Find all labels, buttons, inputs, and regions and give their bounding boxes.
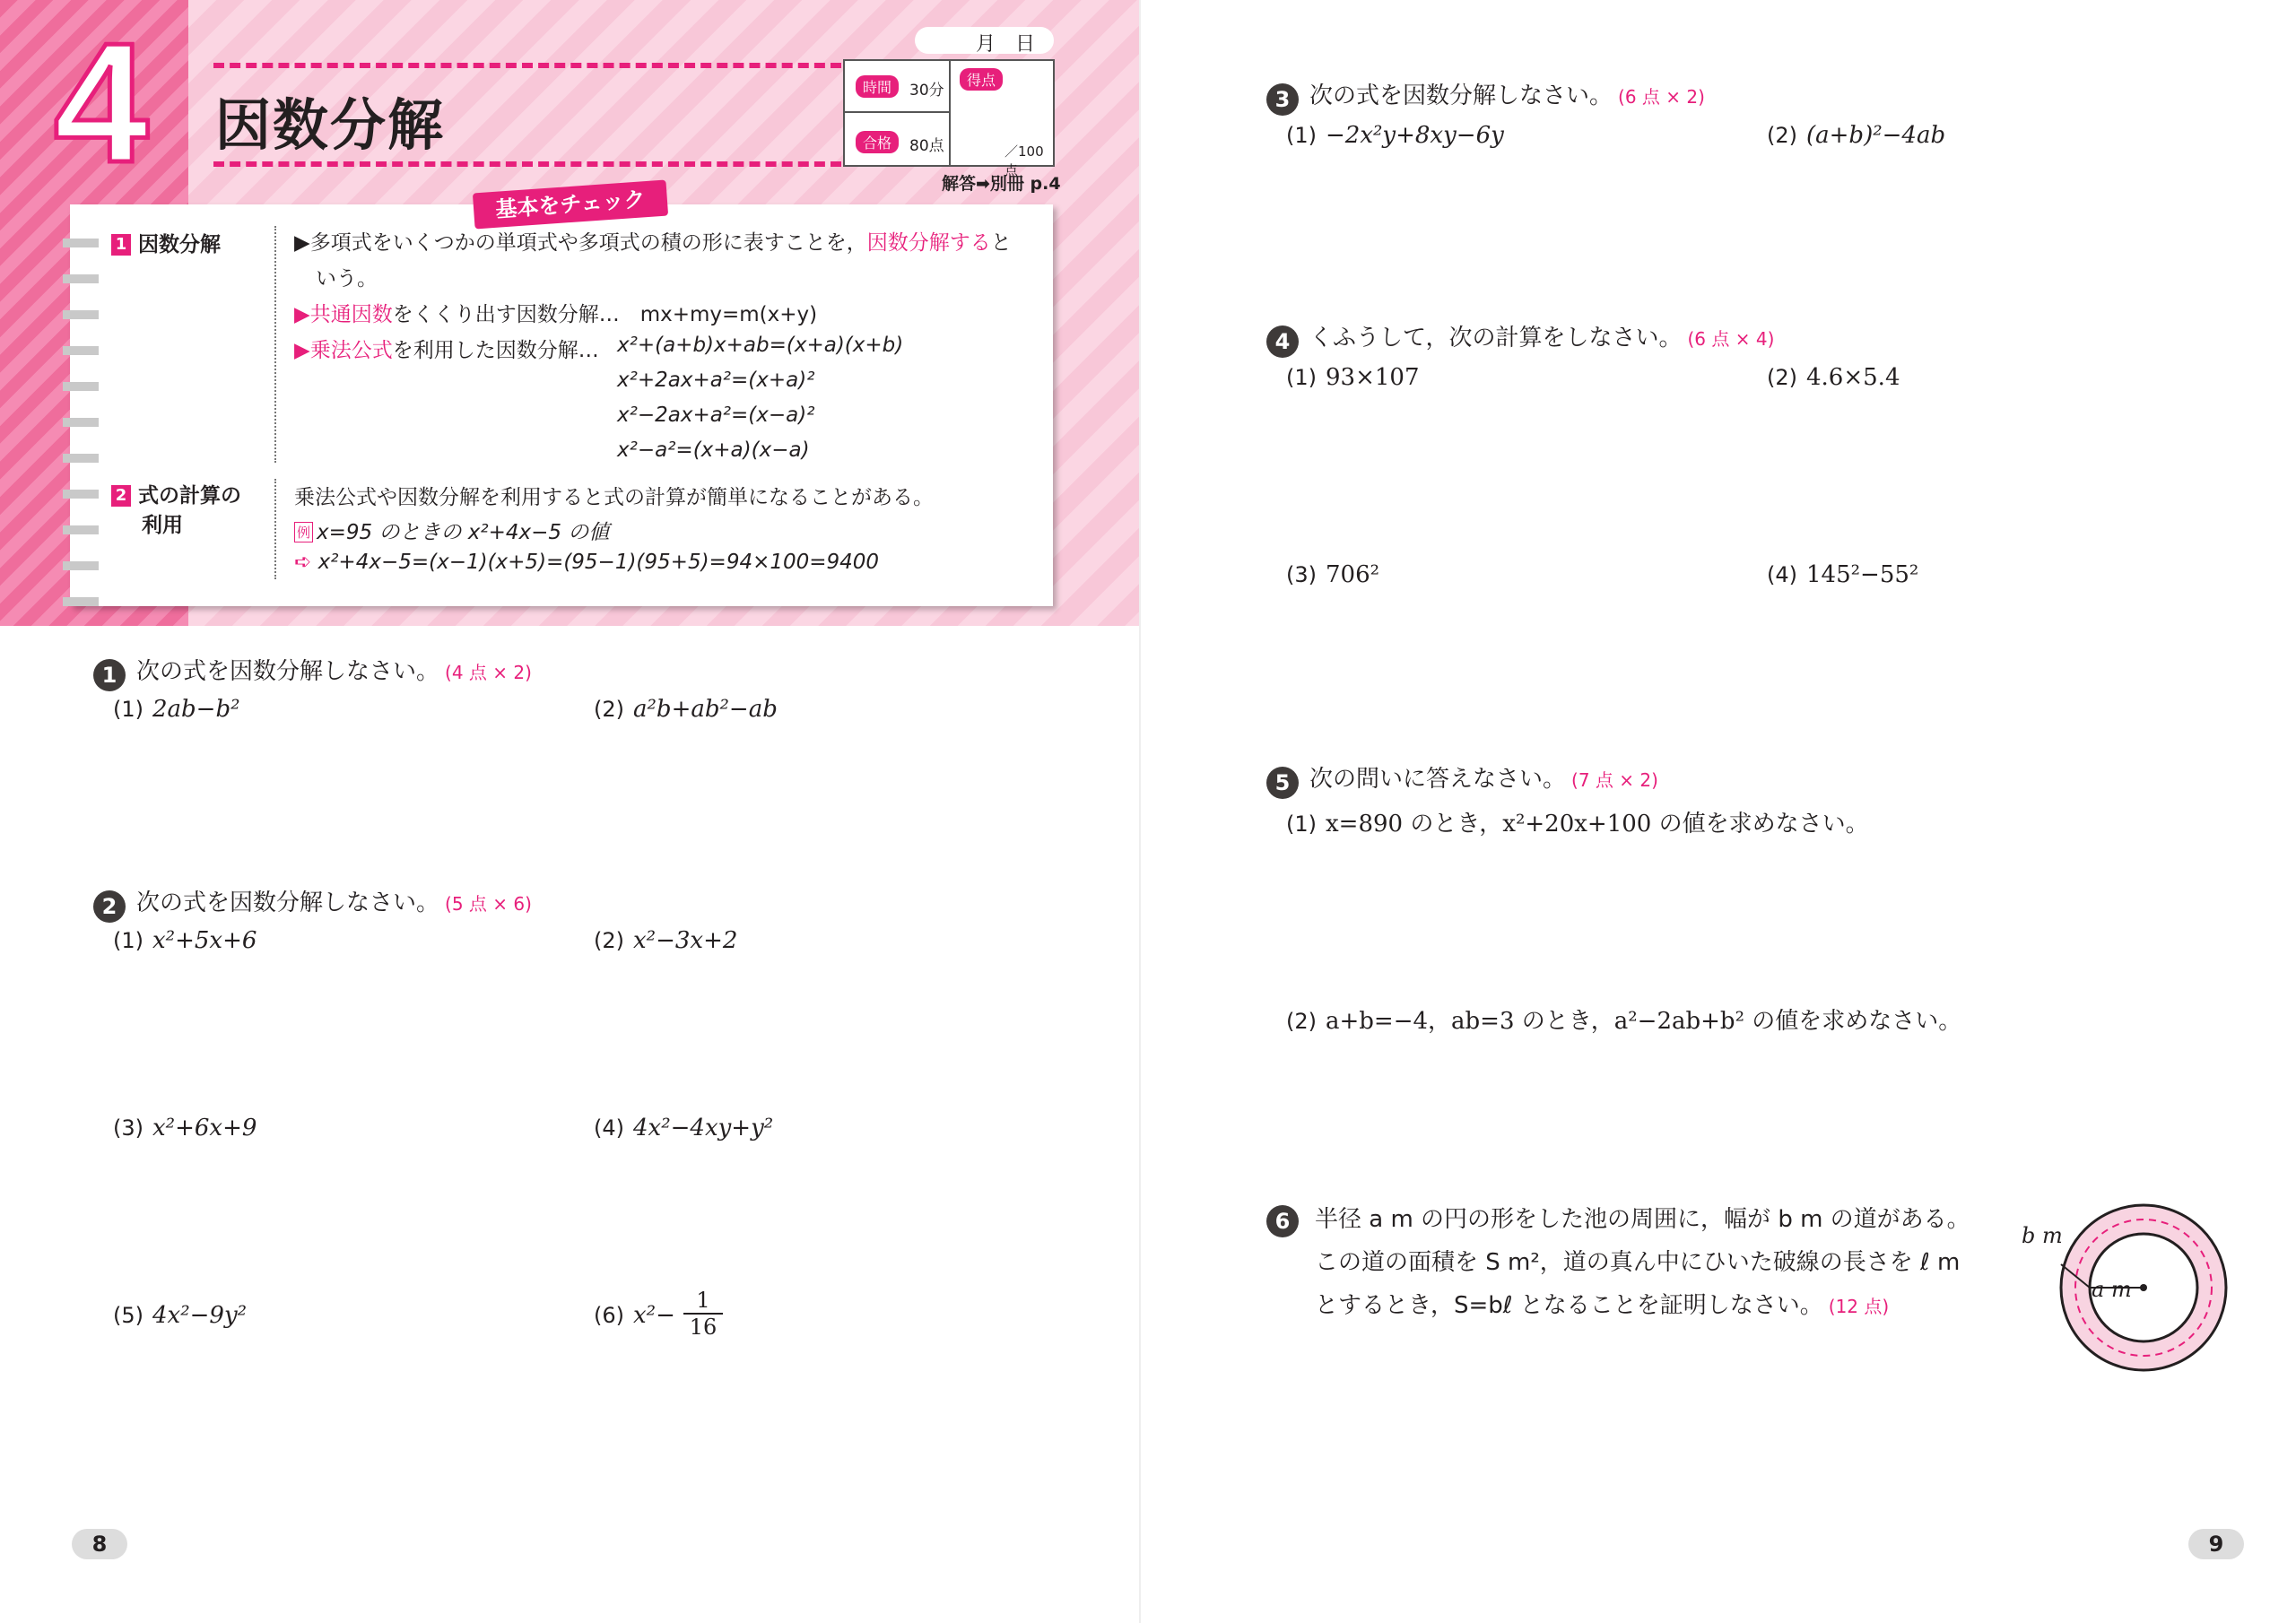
sec1-line2: いう。	[316, 267, 378, 291]
q4-item1: (1) 93×107	[1286, 364, 1420, 391]
q2-item3: (3) x²+6x+9	[113, 1115, 257, 1141]
formula-4: x²−a²=(x+a)(x−a)	[617, 438, 810, 462]
date-label: 月 日	[976, 33, 1036, 56]
section2-divider	[274, 479, 276, 579]
card-rings	[63, 224, 99, 610]
q2-item5: (5) 4x²−9y²	[113, 1302, 248, 1329]
question-5-heading: 5 次の問いに答えなさい。 (7 点 × 2)	[1266, 760, 1658, 799]
sec2-line2: 例 x=95 のときの x²+4x−5 の値	[294, 516, 609, 545]
section1-divider	[274, 226, 276, 463]
q2-item4: (4) 4x²−4xy+y²	[594, 1115, 774, 1141]
question-4-heading: 4 くふうして，次の計算をしなさい。 (6 点 × 4)	[1266, 319, 1774, 358]
q1-item2: (2) a²b+ab²−ab	[594, 696, 778, 723]
page-number-right: 9	[2188, 1529, 2244, 1559]
q4-item4: (4) 145²−55²	[1767, 561, 1919, 588]
formula-3: x²−2ax+a²=(x−a)²	[617, 404, 815, 427]
formula-1: x²+(a+b)x+ab=(x+a)(x+b)	[617, 334, 904, 357]
section1-title: 1 因数分解	[111, 228, 221, 257]
q4-item2: (2) 4.6×5.4	[1767, 364, 1900, 391]
sec1-line1: ▶多項式をいくつかの単項式や多項式の積の形に表すことを，因数分解すると	[294, 231, 1012, 255]
q2-item2: (2) x²−3x+2	[594, 927, 738, 954]
page-title: 因数分解	[215, 92, 446, 158]
score-max: ／100点	[1004, 143, 1044, 178]
gutter	[1139, 0, 1141, 1623]
chapter-number: 4	[54, 8, 149, 198]
q5-item2: (2) a+b=−4，ab=3 のとき，a²−2ab+b² の値を求めなさい。	[1286, 1008, 1962, 1035]
sec1-line4: ▶乗法公式を利用した因数分解…	[294, 339, 599, 362]
question-2-heading: 2 次の式を因数分解しなさい。 (5 点 × 6)	[93, 884, 532, 923]
date-field[interactable]	[915, 27, 1054, 54]
question-1-heading: 1 次の式を因数分解しなさい。 (4 点 × 2)	[93, 653, 532, 691]
title-dash-top	[213, 63, 841, 68]
sec2-line1: 乗法公式や因数分解を利用すると式の計算が簡単になることがある。	[294, 486, 934, 509]
time-value: 30分	[909, 82, 944, 100]
pass-value: 80点	[909, 137, 944, 155]
figure-label-b: b m	[2022, 1223, 2063, 1248]
q3-item2: (2) (a+b)²−4ab	[1767, 122, 1946, 149]
fraction-denominator: 16	[683, 1313, 723, 1340]
q6-line1: 半径 a m の円の形をした池の周囲に，幅が b m の道がある。	[1315, 1206, 1970, 1233]
fraction-numerator: 1	[696, 1288, 710, 1313]
fraction	[683, 1288, 723, 1340]
question-6-text	[1315, 1198, 1970, 1328]
pass-label: 合格	[856, 131, 899, 153]
q5-item1: (1) x=890 のとき，x²+20x+100 の値を求めなさい。	[1286, 811, 1869, 838]
page-number-left: 8	[72, 1529, 127, 1559]
sec1-line3: ▶共通因数をくくり出す因数分解… mx+my=m(x+y)	[294, 303, 818, 326]
q6-line2: この道の面積を S m²，道の真ん中にひいた破線の長さを ℓ m	[1315, 1249, 1961, 1276]
title-dash-bottom	[213, 161, 841, 167]
q2-item6: (6) x²−	[594, 1302, 675, 1329]
check-card	[70, 204, 1053, 606]
check-tag: 基本をチェック	[473, 180, 668, 230]
question-3-heading: 3 次の式を因数分解しなさい。 (6 点 × 2)	[1266, 77, 1705, 116]
score-label: 得点	[960, 68, 1003, 91]
q2-item1: (1) x²+5x+6	[113, 927, 257, 954]
figure-label-a: a m	[2092, 1277, 2132, 1302]
q3-item1: (1) −2x²y+8xy−6y	[1286, 122, 1504, 149]
answer-reference: 解答➡別冊 p.4	[942, 174, 1061, 194]
q6-line3: とするとき，S=bℓ となることを証明しなさい。 (12 点)	[1315, 1292, 1890, 1319]
section2-title: 2 式の計算の 利用	[111, 479, 241, 538]
sec2-line3: ➪ x²+4x−5=(x−1)(x+5)=(95−1)(95+5)=94×100=9400	[294, 551, 880, 574]
chapter-header	[0, 0, 1139, 626]
arrow-icon: ➪	[294, 551, 318, 574]
formula-2: x²+2ax+a²=(x+a)²	[617, 369, 815, 392]
time-label: 時間	[856, 75, 899, 98]
question-6-number: 6	[1266, 1205, 1309, 1237]
q1-item1: (1) 2ab−b²	[113, 696, 240, 723]
score-box	[843, 59, 1055, 178]
q4-item3: (3) 706²	[1286, 561, 1380, 588]
